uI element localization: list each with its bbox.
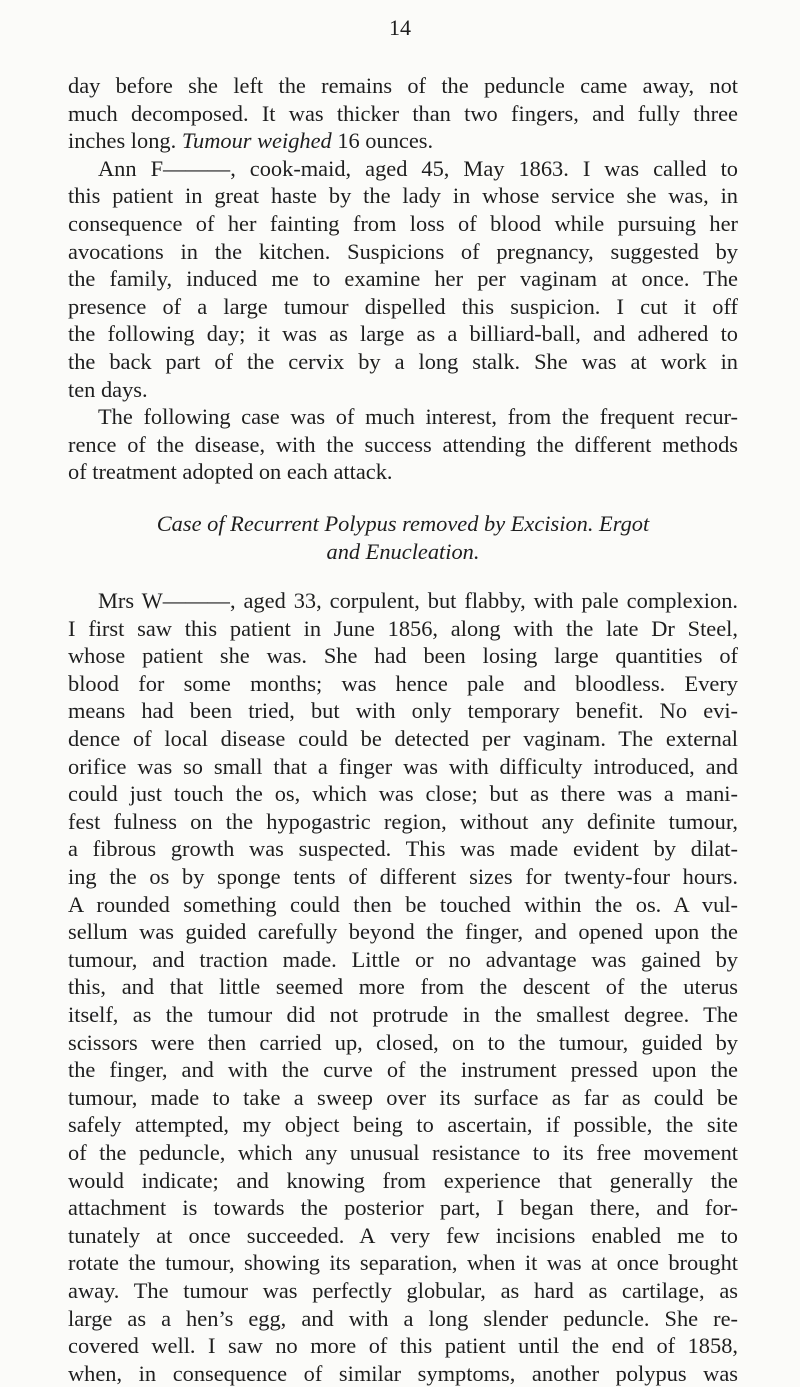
text-line: would indicate; and knowing from experience that generally the [68,1167,738,1193]
text-line: whose patient she was. She had been losing large quantities of [68,643,738,669]
text-line: Mrs W———, aged 33, corpulent, but flabby, with pale complexion. [98,588,738,614]
section-heading [68,510,738,565]
text-line: blood for some months; was hence pale and bloodless. Every [68,670,738,696]
text-line: The following case was of much interest, from the frequent recur- [98,404,738,430]
text-line: when, in consequence of similar symptoms, another polypus was [68,1360,738,1386]
body-text [68,72,738,1387]
text-line: I first saw this patient in June 1856, along with the late Dr Steel, [68,615,738,641]
text-line: ten days. [68,376,148,402]
paragraph-case-mrs-w [68,587,738,1387]
text-line: the finger, and with the curve of the instrument pressed upon the [68,1057,738,1083]
text-line: rotate the tumour, showing its separation, when it was at once brought [68,1250,738,1276]
italic-phrase: Tumour weighed [181,128,332,154]
text-line: of treatment adopted on each attack. [68,459,393,485]
text-line: away. The tumour was perfectly globular, as hard as cartilage, as [68,1277,738,1303]
text-line: dence of local disease could be detected per vaginam. The external [68,726,738,752]
text-line: tumour, made to take a sweep over its surface as far as could be [68,1084,738,1110]
text-line: inches long. Tumour weighed 16 ounces. [68,128,434,154]
text-line: Ann F———, cook-maid, aged 45, May 1863. I was called to [98,155,738,181]
text-line: A rounded something could then be touched within the os. A vul- [68,891,738,917]
text-line: this, and that little seemed more from the descent of the uterus [68,974,738,1000]
text-line: covered well. I saw no more of this patient until the end of 1858, [68,1333,738,1359]
text-line: avocations in the kitchen. Suspicions of pregnancy, suggested by [68,238,738,264]
text-line: the family, induced me to examine her per vaginam at once. The [68,266,738,292]
text-line: rence of the disease, with the success attending the different methods [68,431,738,457]
text-line: safely attempted, my object being to ascertain, if possible, the site [68,1112,738,1138]
heading-line: Case of Recurrent Polypus removed by Excision. Ergot [156,510,650,536]
text-line: of the peduncle, which any unusual resistance to its free movement [68,1139,738,1165]
paragraph-case-ann [68,155,738,403]
text-line: large as a hen’s egg, and with a long slender peduncle. She re- [68,1305,738,1331]
text-line: tumour, and traction made. Little or no advantage was gained by [68,946,738,972]
text-line: fest fulness on the hypogastric region, without any definite tumour, [68,808,738,834]
text-line: tunately at once succeeded. A very few incisions enabled me to [68,1222,738,1248]
text-line: orifice was so small that a finger was with difficulty introduced, and [68,753,738,779]
text-line: sellum was guided carefully beyond the finger, and opened upon the [68,919,738,945]
text-line: much decomposed. It was thicker than two fingers, and fully three [68,100,738,126]
text-line: attachment is towards the posterior part, I began there, and for- [68,1195,738,1221]
text-line: a fibrous growth was suspected. This was made evident by dilat- [68,836,738,862]
text-line: the back part of the cervix by a long stalk. She was at work in [68,348,738,374]
text-line: presence of a large tumour dispelled this suspicion. I cut it off [68,293,738,319]
text-line: itself, as the tumour did not protrude in the smallest degree. The [68,1002,738,1027]
text-line: ing the os by sponge tents of different sizes for twenty-four hours. [68,864,738,890]
paragraph-continuation [68,72,738,155]
heading-line: and Enucleation. [326,538,480,564]
text-line: consequence of her fainting from loss of blood while pursuing her [68,210,738,236]
text-line: means had been tried, but with only temporary benefit. No evi- [68,698,738,724]
text-line: day before she left the remains of the peduncle came away, not [68,73,738,98]
text-line: scissors were then carried up, closed, on to the tumour, guided by [68,1029,738,1055]
text-line: could just touch the os, which was close; but as there was a mani- [68,781,738,807]
text-line: the following day; it was as large as a billiard-ball, and adhered to [68,321,738,347]
text-line: this patient in great haste by the lady in whose service she was, in [68,183,738,209]
paragraph-intro [68,403,738,486]
page-number: 14 [389,15,411,40]
